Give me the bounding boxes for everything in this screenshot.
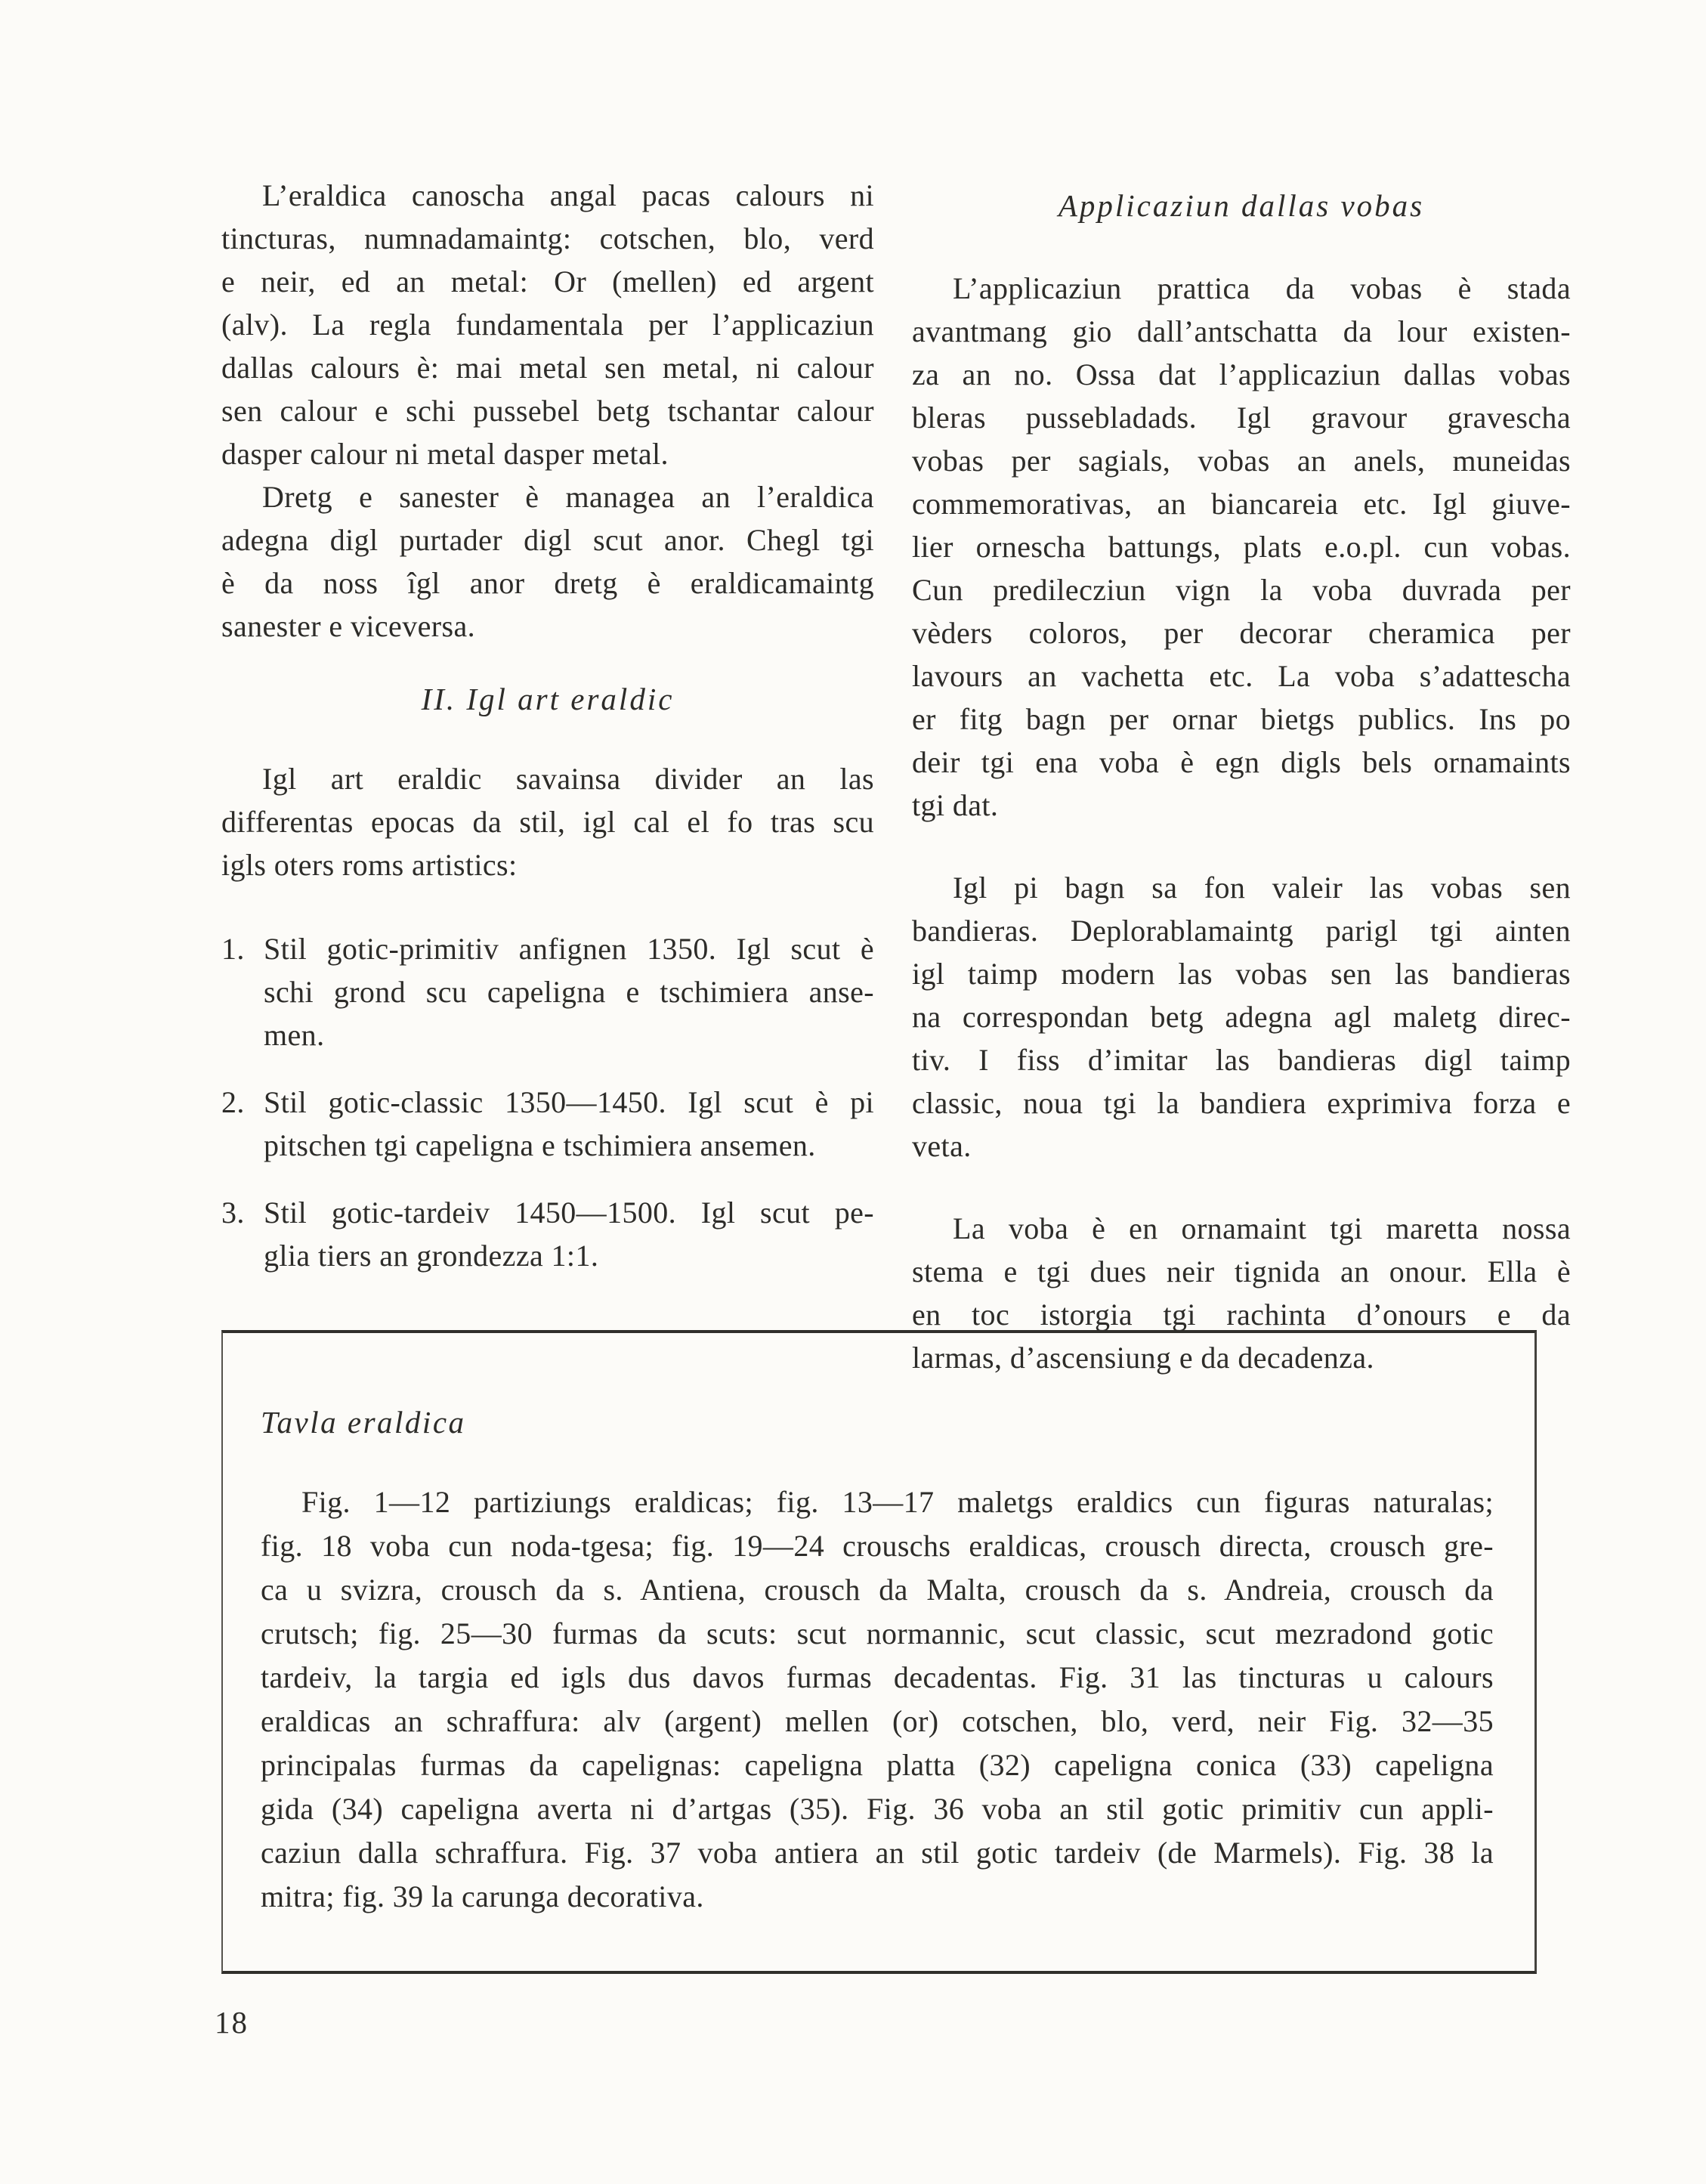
text-line: caziun dalla schraffura. Fig. 37 voba antiera an stil gotic tardeiv (de Marmels). Fig. 38 la [261,1836,1494,1870]
text-line: bandieras. Deplorablamaintg parigl tgi ainten [912,914,1571,948]
text-line: tardeiv, la targia ed igls dus davos furmas decadentas. Fig. 31 las tincturas u calours [261,1660,1494,1694]
text-line: classic, noua tgi la bandiera exprimiva forza e [912,1086,1571,1120]
text-line: fig. 18 voba cun noda-tgesa; fig. 19—24 crouschs eraldicas, crousch directa, crousch gre- [261,1529,1494,1563]
text-line: commemorativas, an biancareia etc. Igl giuve- [912,487,1571,521]
section-heading-igl-art-eraldic: II. Igl art eraldic [421,682,675,716]
text-line: na correspondan betg adegna agl maletg direc- [912,1000,1571,1034]
text-line: schi grond scu capeligna e tschimiera anse- [264,975,874,1009]
list-item [221,927,874,1056]
text-line: lavours an vachetta etc. La voba s’adattescha [912,659,1571,693]
text-line: glia tiers an grondezza 1:1. [264,1239,599,1273]
text-line: sanester e viceversa. [221,609,475,643]
left-column [221,174,874,1379]
text-line: Stil gotic-primitiv anfignen 1350. Igl scut è [264,932,874,966]
text-line: La voba è en ornamaint tgi maretta nossa [953,1211,1571,1245]
two-column-text-area [221,174,1571,1379]
list-item [221,1191,874,1277]
box-title: Tavla eraldica [261,1405,466,1440]
text-line: Igl art eraldic savainsa divider an las [262,762,874,796]
list-item-text [264,1081,874,1167]
text-line: vobas per sagials, vobas an anels, muneidas [912,444,1571,478]
text-line: gida (34) capeligna averta ni d’artgas (35). Fig. 36 voba an stil gotic primitiv cun appli- [261,1792,1494,1826]
text-line: Cun predilecziun vign la voba duvrada per [912,573,1571,607]
text-line: avantmang gio dall’antschatta da lour existen- [912,314,1571,348]
text-line: mitra; fig. 39 la carunga decorativa. [261,1879,704,1913]
list-marker: 3. [221,1196,245,1230]
text-line: Stil gotic-tardeiv 1450—1500. Igl scut pe- [264,1196,874,1230]
text-line: e neir, ed an metal: Or (mellen) ed argent [221,264,874,299]
text-line: Dretg e sanester è managea an l’eraldica [262,480,874,514]
text-line: igls oters roms artistics: [221,848,518,882]
text-line: crutsch; fig. 25—30 furmas da scuts: scut normannic, scut classic, scut mezradond gotic [261,1616,1494,1650]
style-periods-list [221,927,874,1277]
text-line: lier ornescha battungs, plats e.o.pl. cun vobas. [912,530,1571,564]
list-item [221,1081,874,1167]
paragraph-bandieras [912,866,1571,1168]
text-line: larmas, d’ascensiung e da decadenza. [912,1341,1374,1375]
text-line: principalas furmas da capelignas: capeligna platta (32) capeligna conica (33) capeligna [261,1748,1494,1782]
text-line: L’eraldica canoscha angal pacas calours ni [262,178,874,212]
text-line: igl taimp modern las vobas sen las bandieras [912,957,1571,991]
paragraph-dretg-sanester [221,475,874,648]
list-marker: 2. [221,1085,245,1119]
text-line: en toc istorgia tgi rachinta d’onours e da [912,1298,1571,1332]
paragraph-applicaziun-prattica [912,267,1571,827]
text-line: Stil gotic-classic 1350—1450. Igl scut è pi [264,1085,874,1119]
text-line: adegna digl purtader digl scut anor. Chegl tgi [221,523,874,557]
text-line: (alv). La regla fundamentala per l’applicaziun [221,308,874,342]
text-line: eraldicas an schraffura: alv (argent) mellen (or) cotschen, blo, verd, neir Fig. 32—35 [261,1704,1494,1738]
text-line: pitschen tgi capeligna e tschimiera ansemen. [264,1128,816,1162]
paragraph-tinctures [221,174,874,475]
text-line: stema e tgi dues neir tignida an onour. Ella è [912,1254,1571,1288]
paragraph-epocas-da-stil [221,757,874,886]
page-number: 18 [215,2005,249,2040]
right-column [912,174,1571,1379]
text-line: ca u svizra, crousch da s. Antiena, crousch da Malta, crousch da s. Andreia, crousch da [261,1573,1494,1607]
text-line: za an no. Ossa dat l’applicaziun dallas vobas [912,357,1571,391]
list-item-text [264,927,874,1056]
figure-caption-paragraph [261,1480,1494,1919]
text-line: Fig. 1—12 partiziungs eraldicas; fig. 13—17 maletgs eraldics cun figuras naturalas; [301,1485,1494,1519]
list-item-text [264,1191,874,1277]
text-line: sen calour e schi pussebel betg tschantar calour [221,394,874,428]
text-line: tiv. I fiss d’imitar las bandieras digl taimp [912,1043,1571,1077]
text-line: L’applicaziun prattica da vobas è stada [953,271,1571,305]
text-line: dallas calours è: mai metal sen metal, ni calour [221,351,874,385]
tavla-eraldica-box [221,1330,1537,1974]
text-line: tgi dat. [912,788,999,822]
text-line: dasper calour ni metal dasper metal. [221,437,669,471]
text-line: veta. [912,1129,972,1163]
text-line: differentas epocas da stil, igl cal el fo tras scu [221,805,874,839]
text-line: vèders coloros, per decorar cheramica per [912,616,1571,650]
text-line: er fitg bagn per ornar bietgs publics. Ins po [912,702,1571,736]
list-marker: 1. [221,932,245,966]
text-line: bleras pussebladads. Igl gravour gravescha [912,401,1571,435]
section-heading-applicaziun: Applicaziun dallas vobas [1058,188,1425,223]
text-line: tincturas, numnadamaintg: cotschen, blo, verd [221,221,874,255]
text-line: deir tgi ena voba è egn digls bels ornamaints [912,745,1571,779]
text-line: Igl pi bagn sa fon valeir las vobas sen [953,871,1571,905]
text-line: men. [264,1018,325,1052]
text-line: è da noss îgl anor dretg è eraldicamaintg [221,566,874,600]
